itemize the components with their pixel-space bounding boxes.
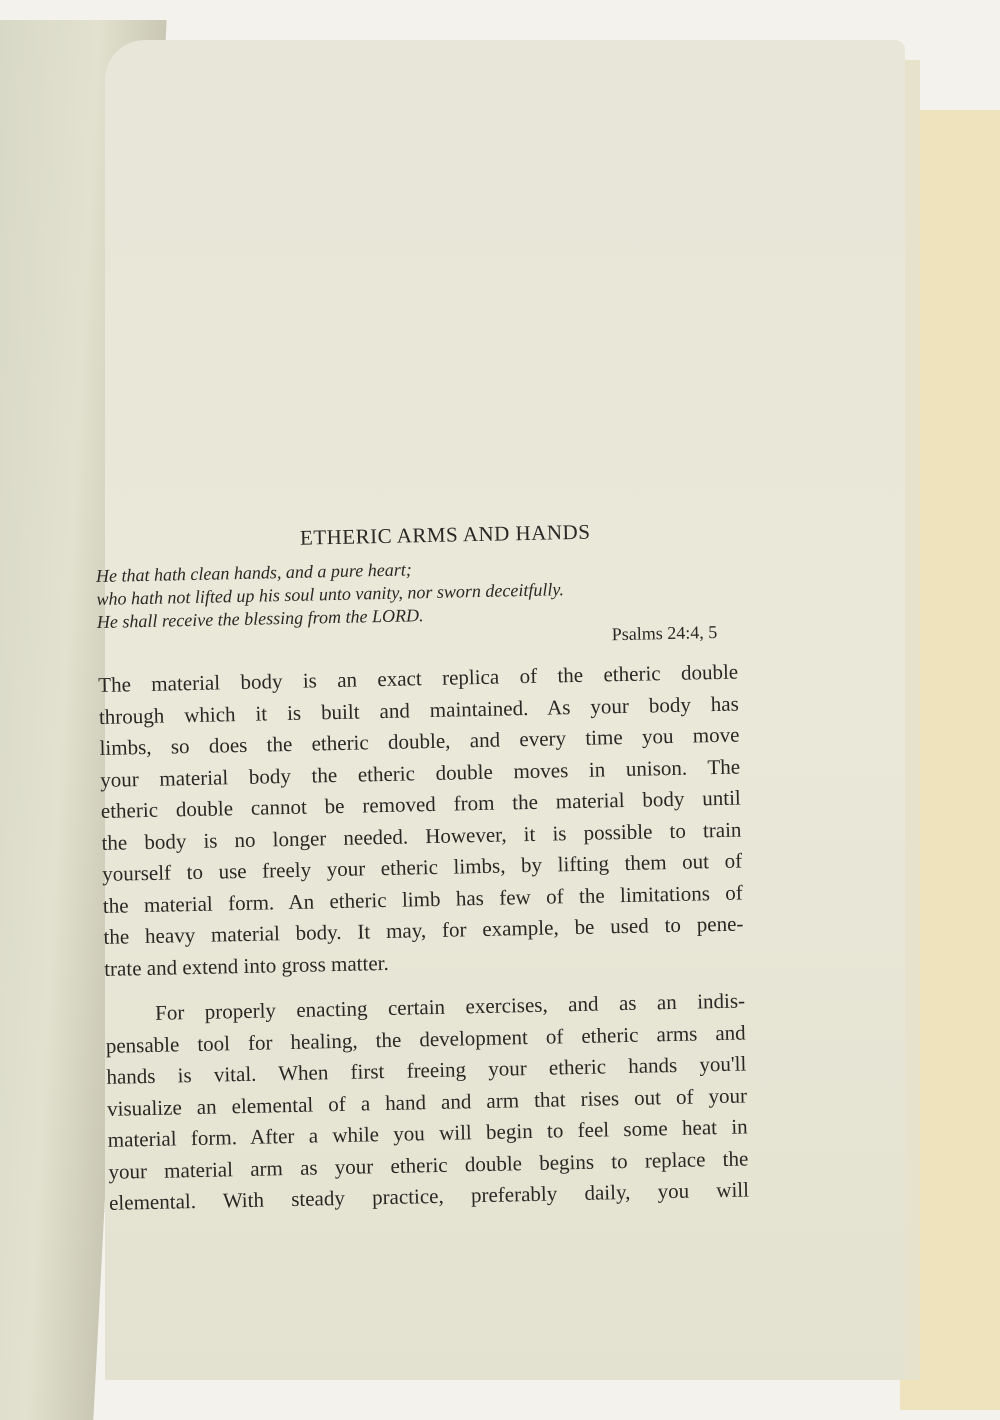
paragraph-2: [105, 985, 749, 1219]
text-line: the heavy material body. It may, for example, be used to pene-: [103, 911, 744, 949]
text-line: etheric double cannot be removed from the material body until: [100, 785, 741, 823]
epigraph-citation: Psalms 24:4, 5: [611, 621, 718, 645]
chapter-heading: ETHERIC ARMS AND HANDS: [299, 519, 591, 550]
text-line: trate and extend into gross matter.: [103, 950, 389, 981]
epigraph-line: who hath not lifted up his soul unto vanity, nor sworn deceitfully.: [96, 579, 565, 609]
text-line: visualize an elemental of a hand and arm that rises out of your: [106, 1082, 748, 1121]
paragraph-1: [98, 657, 744, 985]
text-line: elemental. With steady practice, preferably daily, you will: [108, 1177, 750, 1215]
page-text: [95, 516, 769, 1219]
text-line: For properly enacting certain exercises, and as an indis-: [154, 988, 746, 1025]
epigraph-line: He that hath clean hands, and a pure heart;: [95, 559, 412, 586]
text-line: material form. After a while you will begin to feel some heat in: [107, 1114, 748, 1152]
text-line: hands is vital. When first freeing your etheric hands you'll: [106, 1051, 747, 1089]
text-line: through which it is built and maintained. As your body has: [98, 691, 740, 729]
text-line: limbs, so does the etheric double, and every time you move: [99, 722, 740, 760]
epigraph-line: He shall receive the blessing from the LORD.: [96, 605, 424, 632]
text-line: pensable tool for healing, the development of etheric arms and: [105, 1019, 746, 1058]
text-line: the body is no longer needed. However, it is possible to train: [101, 817, 742, 855]
text-line: the material form. An etheric limb has few of the limitations of: [102, 880, 743, 918]
text-line: your material body the etheric double moves in unison. The: [99, 754, 741, 792]
text-line: your material arm as your etheric double begins to replace the: [108, 1145, 749, 1184]
text-line: yourself to use freely your etheric limbs, by lifting them out of: [101, 848, 743, 886]
text-line: The material body is an exact replica of the etheric double: [97, 659, 739, 697]
